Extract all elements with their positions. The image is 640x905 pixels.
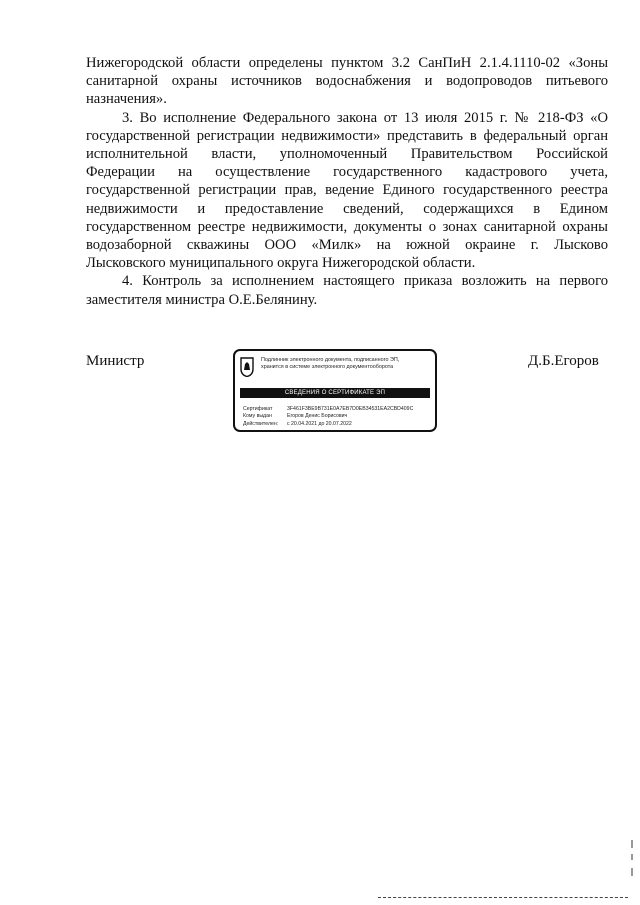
- signatory-name: Д.Б.Егоров: [528, 353, 599, 369]
- text-line: назначения».: [86, 91, 167, 108]
- scan-edge-marks: [630, 840, 634, 880]
- text-line: Нижегородской области определены пунктом 3.2 СанПиН 2.1.4.1110-02 «Зоны: [86, 55, 608, 71]
- text-line: государственном реестре недвижимости, документы о зонах санитарной охраны: [86, 218, 608, 235]
- text-line: исполнительной власти, уполномоченный Правительством Российской: [86, 146, 608, 163]
- issued-to-row: [243, 413, 433, 420]
- text-line: 3. Во исполнение Федерального закона от 13 июля 2015 г. № 218-ФЗ «О: [122, 109, 608, 126]
- stamp-notice: [261, 357, 433, 371]
- text-line: недвижимости и предоставление сведений, содержащихся в Едином: [86, 200, 608, 217]
- issued-to-value: Егоров Денис Борисович: [287, 413, 348, 420]
- certificate-value: 3F461F3BE9B731E0A7EB7D0EB34531EA2CBD409C: [287, 406, 414, 412]
- certificate-row: [243, 406, 433, 413]
- text-line: Лысковского муниципального округа Нижегородской области.: [86, 255, 476, 272]
- stamp-band-title: СВЕДЕНИЯ О СЕРТИФИКАТЕ ЭП: [240, 388, 430, 398]
- valid-label: Действителен:: [243, 420, 279, 427]
- text-line: водозаборной скважины ООО «Милк» на южной окраине г. Лысково: [86, 237, 608, 254]
- coat-of-arms-icon: [240, 357, 254, 377]
- certificate-label: Сертификат: [243, 406, 273, 412]
- paragraph-zones: [86, 54, 608, 109]
- text-line: санитарной охраны источников водоснабжения и водопроводов питьевого: [86, 73, 608, 90]
- signatory-position: Министр: [86, 353, 145, 369]
- validity-row: [243, 421, 433, 428]
- stamp-notice-line: хранится в системе электронного документооборота: [261, 364, 394, 370]
- paragraph-item-4: [86, 272, 608, 308]
- text-line: Федерации на осуществление государственного кадастрового учета,: [86, 164, 608, 181]
- text-line: 4. Контроль за исполнением настоящего приказа возложить на первого: [122, 273, 608, 290]
- text-line: государственной регистрации недвижимости» представить в федеральный орган: [86, 127, 608, 144]
- electronic-signature-stamp: [233, 349, 437, 432]
- footer-rule: [378, 897, 628, 898]
- text-line: государственной регистрации прав, ведение Единого государственного реестра: [86, 182, 608, 199]
- paragraph-item-3: [86, 109, 608, 273]
- issued-to-label: Кому выдан: [243, 413, 272, 420]
- document-body: [86, 54, 608, 309]
- valid-value: с 20.04.2021 до 20.07.2022: [287, 420, 352, 427]
- text-line: заместителя министра О.Е.Белянину.: [86, 291, 318, 308]
- certificate-details: [243, 406, 433, 428]
- stamp-notice-line: Подлинник электронного документа, подписанного ЭП,: [261, 357, 400, 363]
